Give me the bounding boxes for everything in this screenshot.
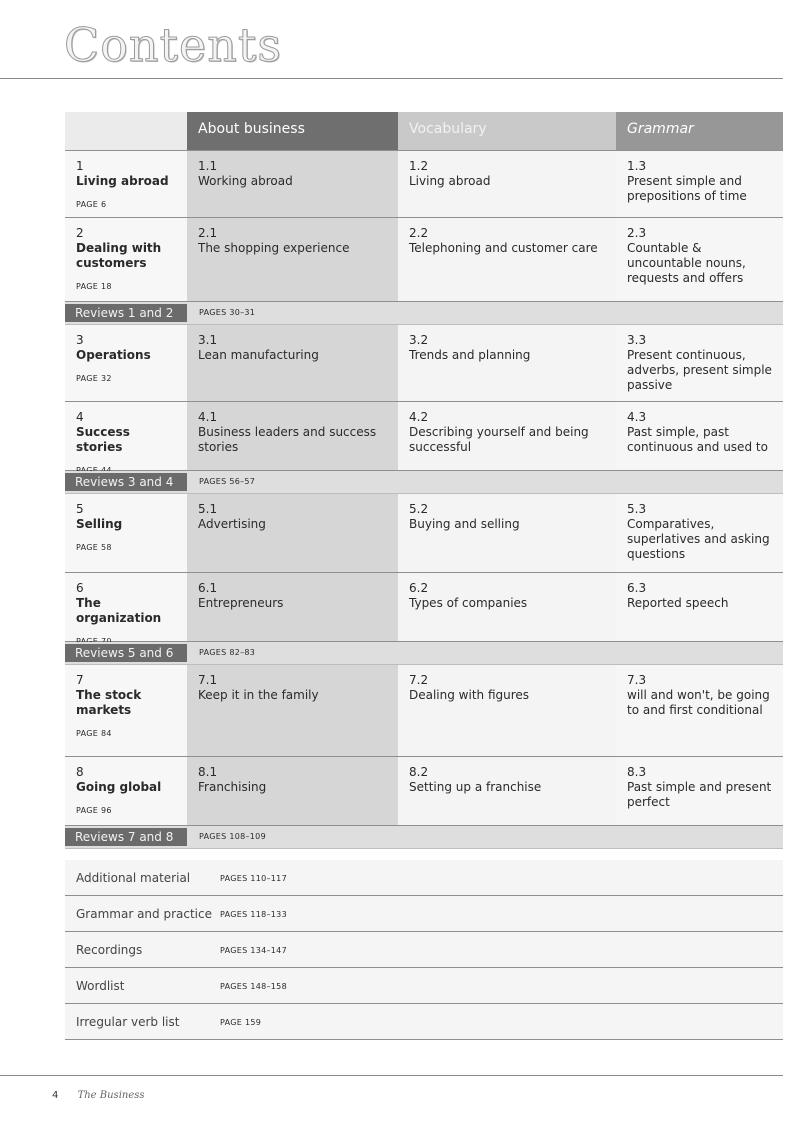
vocab-code: 2.2 (409, 226, 429, 240)
about-text: Keep it in the family (198, 688, 319, 702)
grammar-text: Past simple and present perfect (627, 780, 772, 809)
extra-name: Additional material (76, 871, 191, 885)
vocab-cell (398, 573, 616, 641)
grammar-text: Past simple, past continuous and used to (627, 425, 768, 454)
unit-title: The organization (76, 596, 162, 625)
vocab-code: 8.2 (409, 765, 429, 779)
extra-sections (65, 860, 783, 1040)
unit-page: PAGE 32 (76, 374, 112, 383)
extra-row (65, 860, 783, 896)
grammar-code: 1.3 (627, 159, 647, 173)
vocab-cell (398, 325, 616, 401)
about-code: 3.1 (198, 333, 218, 347)
unit-number: 7 (76, 673, 84, 687)
review-row (65, 471, 783, 494)
unit-cell (65, 151, 187, 217)
about-cell (187, 665, 398, 756)
extra-name: Grammar and practice (76, 907, 212, 921)
about-cell (187, 151, 398, 217)
unit-title: Living abroad (76, 174, 169, 188)
about-text: The shopping experience (198, 241, 350, 255)
grammar-text: Comparatives, superlatives and asking questions (627, 517, 770, 561)
about-cell (187, 218, 398, 301)
extra-pages: PAGES 148–158 (220, 982, 287, 991)
unit-page: PAGE 84 (76, 729, 112, 738)
vocab-cell (398, 151, 616, 217)
unit-row (65, 494, 783, 573)
grammar-text: Present simple and prepositions of time (627, 174, 747, 203)
unit-page: PAGE 58 (76, 543, 112, 552)
unit-cell (65, 218, 187, 301)
unit-cell (65, 325, 187, 401)
grammar-cell (616, 494, 783, 572)
about-cell (187, 573, 398, 641)
extra-row (65, 968, 783, 1004)
unit-title: The stock markets (76, 688, 142, 717)
vocab-code: 7.2 (409, 673, 429, 687)
vocab-code: 4.2 (409, 410, 429, 424)
vocab-text: Telephoning and customer care (409, 241, 598, 255)
unit-row (65, 757, 783, 826)
unit-title: Operations (76, 348, 151, 362)
about-cell (187, 494, 398, 572)
unit-number: 1 (76, 159, 84, 173)
grammar-cell (616, 218, 783, 301)
book-brand: The Business (77, 1090, 145, 1101)
grammar-cell (616, 665, 783, 756)
about-code: 1.1 (198, 159, 218, 173)
unit-title: Going global (76, 780, 162, 794)
about-cell (187, 757, 398, 825)
vocab-text: Describing yourself and being successful (409, 425, 589, 454)
about-code: 8.1 (198, 765, 218, 779)
extra-pages: PAGES 110–117 (220, 874, 287, 883)
unit-number: 6 (76, 581, 84, 595)
vocab-code: 5.2 (409, 502, 429, 516)
extra-pages: PAGES 118–133 (220, 910, 287, 919)
header-vocabulary: Vocabulary (398, 112, 616, 150)
grammar-text: Countable & uncountable nouns, requests and offers (627, 241, 746, 285)
unit-cell (65, 494, 187, 572)
unit-page: PAGE 6 (76, 200, 107, 209)
header-empty (65, 112, 187, 150)
review-pages: PAGES 108–109 (199, 832, 266, 841)
review-pages: PAGES 56–57 (199, 477, 256, 486)
unit-title: Selling (76, 517, 123, 531)
grammar-code: 6.3 (627, 581, 647, 595)
grammar-code: 8.3 (627, 765, 647, 779)
unit-number: 8 (76, 765, 84, 779)
unit-title: Dealing with customers (76, 241, 162, 270)
header-grammar: Grammar (616, 112, 783, 150)
vocab-code: 6.2 (409, 581, 429, 595)
unit-cell (65, 573, 187, 641)
vocab-code: 3.2 (409, 333, 429, 347)
contents-table (65, 112, 783, 849)
vocab-text: Setting up a franchise (409, 780, 542, 794)
vocab-text: Types of companies (409, 596, 528, 610)
vocab-cell (398, 494, 616, 572)
about-text: Entrepreneurs (198, 596, 284, 610)
unit-row (65, 325, 783, 402)
about-code: 4.1 (198, 410, 218, 424)
extra-name: Irregular verb list (76, 1015, 180, 1029)
grammar-code: 7.3 (627, 673, 647, 687)
extra-row (65, 932, 783, 968)
grammar-cell (616, 757, 783, 825)
grammar-code: 2.3 (627, 226, 647, 240)
page-footer (52, 1090, 145, 1101)
grammar-code: 3.3 (627, 333, 647, 347)
review-label: Reviews 5 and 6 (65, 644, 187, 662)
header-about-business: About business (187, 112, 398, 150)
page-title: Contents (64, 18, 282, 72)
vocab-text: Dealing with figures (409, 688, 530, 702)
vocab-cell (398, 757, 616, 825)
review-label: Reviews 1 and 2 (65, 304, 187, 322)
unit-number: 4 (76, 410, 84, 424)
grammar-cell (616, 402, 783, 470)
about-code: 5.1 (198, 502, 218, 516)
unit-cell (65, 665, 187, 756)
unit-row (65, 151, 783, 218)
grammar-text: will and won't, be going to and first conditional (627, 688, 770, 717)
grammar-code: 5.3 (627, 502, 647, 516)
unit-cell (65, 402, 187, 470)
review-label: Reviews 7 and 8 (65, 828, 187, 846)
review-row (65, 642, 783, 665)
extra-row (65, 1004, 783, 1040)
about-text: Advertising (198, 517, 266, 531)
grammar-cell (616, 573, 783, 641)
unit-row (65, 218, 783, 302)
review-row (65, 826, 783, 849)
about-cell (187, 325, 398, 401)
about-code: 6.1 (198, 581, 218, 595)
about-text: Lean manufacturing (198, 348, 319, 362)
grammar-cell (616, 325, 783, 401)
unit-row (65, 573, 783, 642)
header-row (65, 112, 783, 151)
vocab-text: Trends and planning (409, 348, 531, 362)
vocab-cell (398, 218, 616, 301)
unit-title: Success stories (76, 425, 130, 454)
extra-name: Wordlist (76, 979, 125, 993)
grammar-code: 4.3 (627, 410, 647, 424)
bottom-rule (0, 1075, 783, 1076)
page-number: 4 (52, 1090, 59, 1101)
top-rule (0, 78, 783, 79)
unit-cell (65, 757, 187, 825)
grammar-text: Reported speech (627, 596, 729, 610)
grammar-cell (616, 151, 783, 217)
about-text: Working abroad (198, 174, 293, 188)
vocab-text: Buying and selling (409, 517, 520, 531)
vocab-code: 1.2 (409, 159, 429, 173)
about-text: Business leaders and success stories (198, 425, 377, 454)
review-row (65, 302, 783, 325)
vocab-cell (398, 402, 616, 470)
unit-number: 3 (76, 333, 84, 347)
vocab-text: Living abroad (409, 174, 491, 188)
extra-row (65, 896, 783, 932)
review-pages: PAGES 30–31 (199, 308, 256, 317)
about-cell (187, 402, 398, 470)
review-pages: PAGES 82–83 (199, 648, 256, 657)
review-label: Reviews 3 and 4 (65, 473, 187, 491)
unit-number: 2 (76, 226, 84, 240)
unit-row (65, 665, 783, 757)
unit-number: 5 (76, 502, 84, 516)
unit-page: PAGE 96 (76, 806, 112, 815)
extra-name: Recordings (76, 943, 143, 957)
about-code: 2.1 (198, 226, 218, 240)
about-code: 7.1 (198, 673, 218, 687)
vocab-cell (398, 665, 616, 756)
about-text: Franchising (198, 780, 267, 794)
extra-pages: PAGE 159 (220, 1018, 262, 1027)
extra-pages: PAGES 134–147 (220, 946, 287, 955)
unit-page: PAGE 18 (76, 282, 112, 291)
grammar-text: Present continuous, adverbs, present simple passive (627, 348, 772, 392)
unit-row (65, 402, 783, 471)
